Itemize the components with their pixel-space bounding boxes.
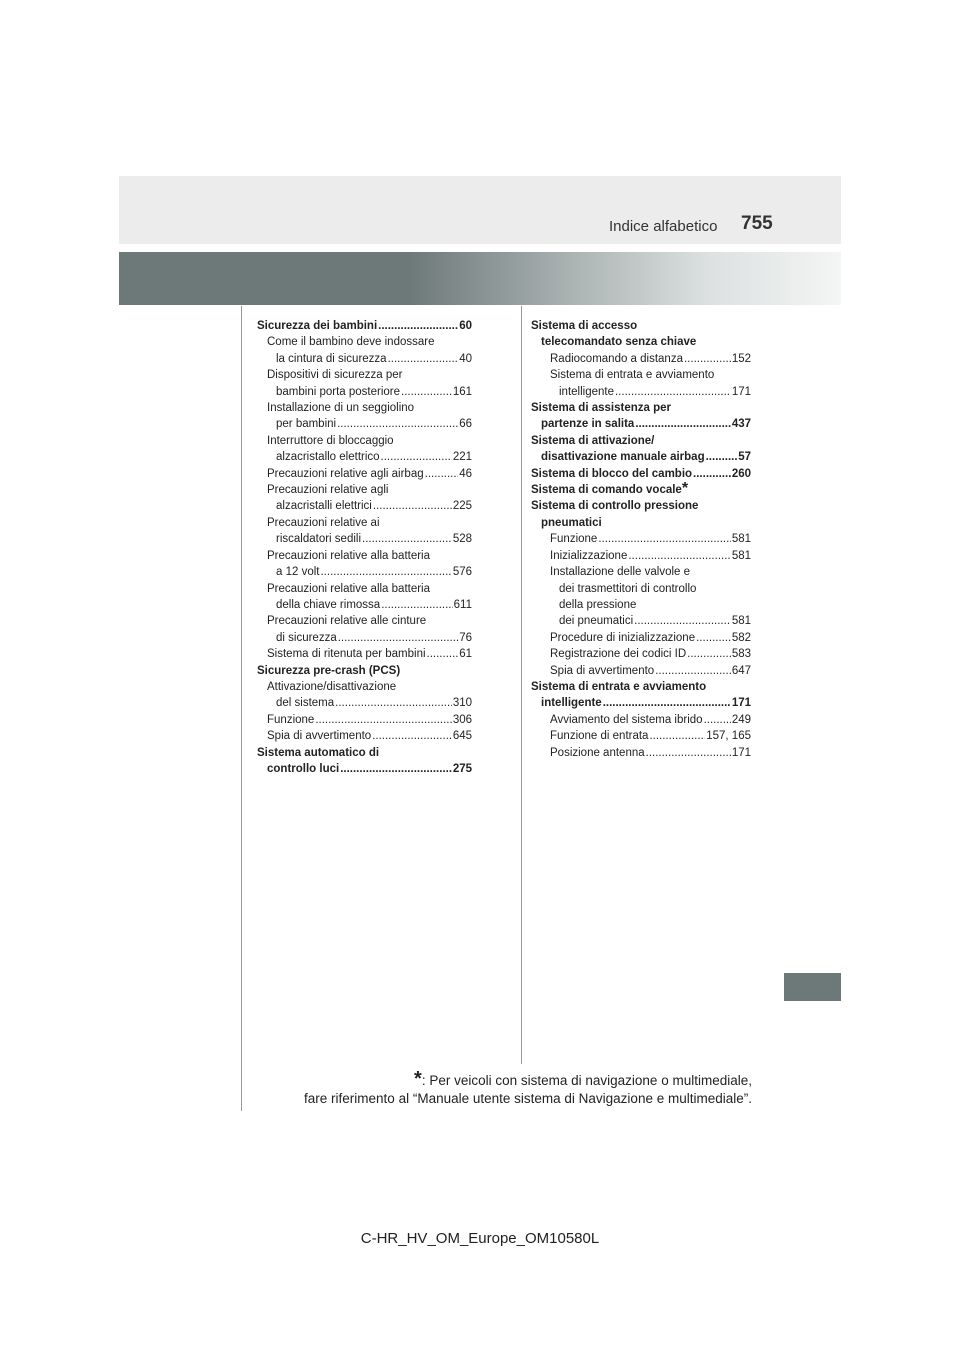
index-entry-page: 582 bbox=[731, 631, 751, 644]
index-entry bbox=[257, 334, 472, 350]
dot-leader bbox=[649, 728, 705, 744]
dot-leader bbox=[615, 384, 731, 400]
index-entry bbox=[531, 613, 751, 629]
index-entry-label: Precauzioni relative alle cinture bbox=[267, 615, 427, 628]
index-entry bbox=[531, 400, 751, 416]
index-entry-label: Precauzioni relative alla batteria bbox=[267, 582, 431, 595]
index-entry-label: Precauzioni relative agli bbox=[267, 484, 389, 497]
index-entry bbox=[531, 351, 751, 367]
index-entry-page: 152 bbox=[731, 352, 751, 365]
index-entry-label: Registrazione dei codici ID bbox=[550, 648, 687, 661]
footnote-line-1: *: Per veicoli con sistema di navigazione o multimediale, bbox=[414, 1068, 752, 1090]
index-entry-label: Procedure di inizializzazione bbox=[550, 631, 696, 644]
index-entry-label: a 12 volt bbox=[276, 566, 320, 579]
index-entry bbox=[531, 334, 751, 350]
index-entry bbox=[531, 597, 751, 613]
index-entry-label: Sicurezza pre-crash (PCS) bbox=[257, 664, 401, 677]
dot-leader bbox=[378, 318, 458, 334]
index-column-left bbox=[257, 318, 472, 777]
index-entry-page: 161 bbox=[452, 385, 472, 398]
dot-leader bbox=[335, 695, 452, 711]
index-entry-label: Funzione bbox=[550, 533, 598, 546]
index-entry-label: partenze in salita bbox=[541, 418, 635, 431]
index-entry bbox=[257, 400, 472, 416]
index-entry bbox=[531, 581, 751, 597]
index-entry bbox=[257, 695, 472, 711]
index-entry bbox=[531, 630, 751, 646]
dot-leader bbox=[362, 531, 452, 547]
dot-leader bbox=[372, 728, 452, 744]
left-margin-rule bbox=[241, 306, 242, 1111]
index-entry-label: dei pneumatici bbox=[559, 615, 634, 628]
index-entry bbox=[257, 613, 472, 629]
index-entry-label: controllo luci bbox=[267, 762, 340, 775]
index-entry-label: Sistema automatico di bbox=[257, 746, 380, 759]
index-entry bbox=[531, 466, 751, 482]
index-entry-label: Inizializzazione bbox=[550, 549, 628, 562]
index-entry bbox=[257, 761, 472, 777]
index-entry-page: 225 bbox=[452, 500, 472, 513]
index-entry-label: la cintura di sicurezza bbox=[276, 352, 387, 365]
index-entry-label: bambini porta posteriore bbox=[276, 385, 401, 398]
index-entry bbox=[531, 367, 751, 383]
index-entry-page: 310 bbox=[452, 697, 472, 710]
dot-leader bbox=[603, 695, 731, 711]
index-entry-page: 157, 165 bbox=[706, 730, 751, 743]
index-entry bbox=[257, 564, 472, 580]
index-entry bbox=[257, 679, 472, 695]
index-entry bbox=[257, 318, 472, 334]
index-entry bbox=[257, 630, 472, 646]
index-entry-label: del sistema bbox=[276, 697, 335, 710]
dot-leader bbox=[320, 564, 451, 580]
dot-leader bbox=[684, 351, 731, 367]
index-entry-page: 583 bbox=[731, 648, 751, 661]
index-entry bbox=[531, 449, 751, 465]
index-entry-label: Radiocomando a distanza bbox=[550, 352, 683, 365]
index-entry-label: della pressione bbox=[559, 598, 637, 611]
index-entry-label: Sistema di ritenuta per bambini bbox=[267, 648, 426, 661]
index-entry bbox=[257, 449, 472, 465]
index-entry-page: 66 bbox=[459, 418, 472, 431]
index-entry bbox=[257, 498, 472, 514]
index-entry-label: Sistema di accesso bbox=[531, 320, 638, 332]
dot-leader bbox=[401, 384, 452, 400]
index-entry bbox=[531, 433, 751, 449]
index-entry bbox=[257, 712, 472, 728]
index-entry-label: Sistema di controllo pressione bbox=[531, 500, 699, 513]
index-entry-label: Attivazione/disattivazione bbox=[267, 680, 397, 693]
index-entry-label: riscaldatori sedili bbox=[276, 533, 362, 546]
dot-leader bbox=[693, 466, 731, 482]
index-entry-page: 61 bbox=[459, 648, 472, 661]
dot-leader bbox=[373, 498, 452, 514]
dot-leader bbox=[687, 646, 731, 662]
index-entry-page: 40 bbox=[459, 352, 472, 365]
column-divider bbox=[521, 306, 522, 1064]
index-entry-page: 171 bbox=[731, 385, 751, 398]
index-entry bbox=[531, 745, 751, 761]
dot-leader bbox=[635, 416, 731, 432]
index-entry-label: Spia di avvertimento bbox=[550, 664, 655, 677]
index-entry bbox=[531, 679, 751, 695]
index-entry-page: 76 bbox=[459, 631, 472, 644]
index-entry-page: 581 bbox=[731, 533, 751, 546]
footnote bbox=[240, 1070, 752, 1108]
dot-leader bbox=[388, 351, 459, 367]
section-title: Indice alfabetico bbox=[609, 218, 718, 235]
index-entry bbox=[257, 433, 472, 449]
index-entry bbox=[257, 548, 472, 564]
index-entry bbox=[257, 515, 472, 531]
index-entry-page: 576 bbox=[452, 566, 472, 579]
index-entry-label: Installazione delle valvole e bbox=[550, 566, 691, 579]
index-entry bbox=[531, 384, 751, 400]
index-entry bbox=[531, 646, 751, 662]
index-entry-page: 645 bbox=[452, 730, 472, 743]
index-entry bbox=[257, 531, 472, 547]
index-entry bbox=[531, 416, 751, 432]
index-entry bbox=[257, 745, 472, 761]
index-entry-page: 249 bbox=[731, 713, 751, 726]
footnote-asterisk: * bbox=[414, 1068, 422, 1090]
index-entry-label: Precauzioni relative agli airbag bbox=[267, 467, 424, 480]
index-entry bbox=[257, 416, 472, 432]
index-entry-label: della chiave rimossa bbox=[276, 598, 381, 611]
index-entry bbox=[531, 564, 751, 580]
index-entry-page: 437 bbox=[731, 418, 751, 431]
index-entry-page: 611 bbox=[453, 598, 472, 611]
index-entry bbox=[257, 384, 472, 400]
index-entry-label: Dispositivi di sicurezza per bbox=[267, 369, 403, 382]
dot-leader bbox=[646, 745, 731, 761]
index-entry-page: 647 bbox=[731, 664, 751, 677]
index-entry-label: Sistema di comando vocale bbox=[531, 484, 682, 497]
dot-leader bbox=[655, 663, 731, 679]
index-entry-page: 221 bbox=[452, 451, 472, 464]
chapter-tab bbox=[784, 973, 841, 1001]
index-entry bbox=[257, 466, 472, 482]
index-entry-page: 306 bbox=[452, 713, 472, 726]
index-entry-page: 57 bbox=[738, 451, 751, 464]
index-entry-label: telecomandato senza chiave bbox=[541, 336, 697, 349]
index-entry bbox=[531, 498, 751, 514]
header-band bbox=[119, 176, 841, 244]
dot-leader bbox=[696, 630, 731, 646]
index-entry-label: Sistema di blocco del cambio bbox=[531, 467, 693, 480]
index-entry-page: 260 bbox=[731, 467, 751, 480]
dot-leader bbox=[704, 712, 731, 728]
index-column-right bbox=[531, 318, 751, 761]
index-entry-label: Spia di avvertimento bbox=[267, 730, 372, 743]
dot-leader bbox=[425, 466, 459, 482]
index-entry-label: per bambini bbox=[276, 418, 337, 431]
index-entry-label: Come il bambino deve indossare bbox=[267, 336, 435, 349]
document-code: C-HR_HV_OM_Europe_OM10580L bbox=[360, 1230, 600, 1247]
index-entry-label: Precauzioni relative ai bbox=[267, 516, 380, 529]
index-entry-page: 171 bbox=[731, 746, 751, 759]
footnote-line-2: fare riferimento al “Manuale utente sistema di Navigazione e multimediale”. bbox=[304, 1091, 752, 1106]
index-entry bbox=[531, 663, 751, 679]
index-entry-label: Sistema di assistenza per bbox=[531, 402, 671, 415]
dot-leader bbox=[315, 712, 452, 728]
index-entry bbox=[531, 531, 751, 547]
page-number: 755 bbox=[741, 213, 773, 234]
header-gradient-bar bbox=[119, 252, 841, 305]
index-entry-label: intelligente bbox=[541, 697, 602, 710]
index-entry-label: Sicurezza dei bambini bbox=[257, 320, 378, 332]
index-entry-label: Installazione di un seggiolino bbox=[267, 402, 415, 415]
index-entry bbox=[531, 712, 751, 728]
dot-leader bbox=[628, 548, 730, 564]
dot-leader bbox=[338, 630, 458, 646]
index-entry bbox=[531, 548, 751, 564]
index-entry-page: 528 bbox=[452, 533, 472, 546]
index-entry-page: 275 bbox=[452, 762, 472, 775]
dot-leader bbox=[381, 597, 452, 613]
dot-leader bbox=[340, 761, 452, 777]
index-entry-label: Precauzioni relative alla batteria bbox=[267, 549, 431, 562]
index-entry-label: Sistema di entrata e avviamento bbox=[531, 680, 707, 693]
index-entry bbox=[257, 597, 472, 613]
index-entry bbox=[257, 482, 472, 498]
index-entry bbox=[257, 728, 472, 744]
index-entry-label: Posizione antenna bbox=[550, 746, 645, 759]
index-entry-label: Avviamento del sistema ibrido bbox=[550, 713, 703, 726]
index-entry-label: Interruttore di bloccaggio bbox=[267, 434, 394, 447]
index-entry-label: intelligente bbox=[559, 385, 614, 398]
index-entry bbox=[257, 351, 472, 367]
index-entry-label: disattivazione manuale airbag bbox=[541, 451, 705, 464]
index-entry-label: dei trasmettitori di controllo bbox=[559, 582, 697, 595]
dot-leader bbox=[598, 531, 731, 547]
index-entry bbox=[257, 663, 472, 679]
index-entry bbox=[257, 646, 472, 662]
index-entry bbox=[257, 581, 472, 597]
index-entry bbox=[531, 695, 751, 711]
index-entry-label: pneumatici bbox=[541, 516, 602, 529]
index-entry bbox=[531, 728, 751, 744]
index-entry-page: 581 bbox=[731, 615, 751, 628]
index-entry-label: Sistema di entrata e avviamento bbox=[550, 369, 715, 382]
index-entry-page: 60 bbox=[459, 320, 472, 332]
index-entry-page: 581 bbox=[731, 549, 751, 562]
dot-leader bbox=[381, 449, 452, 465]
index-entry-label: alzacristallo elettrico bbox=[276, 451, 380, 464]
dot-leader bbox=[634, 613, 731, 629]
index-entry-label: Funzione bbox=[267, 713, 315, 726]
index-entry bbox=[257, 367, 472, 383]
index-entry: Sistema di comando vocale * bbox=[531, 480, 689, 498]
index-entry-label: alzacristalli elettrici bbox=[276, 500, 372, 513]
dot-leader bbox=[337, 416, 458, 432]
index-entry-page: 46 bbox=[459, 467, 472, 480]
dot-leader bbox=[427, 646, 459, 662]
dot-leader bbox=[706, 449, 738, 465]
index-entry-label: Sistema di attivazione/ bbox=[531, 434, 655, 447]
index-entry bbox=[531, 318, 751, 334]
index-entry bbox=[531, 515, 751, 531]
index-entry-page: 171 bbox=[731, 697, 751, 710]
index-entry-label: di sicurezza bbox=[276, 631, 337, 644]
index-entry-label: Funzione di entrata bbox=[550, 730, 649, 743]
